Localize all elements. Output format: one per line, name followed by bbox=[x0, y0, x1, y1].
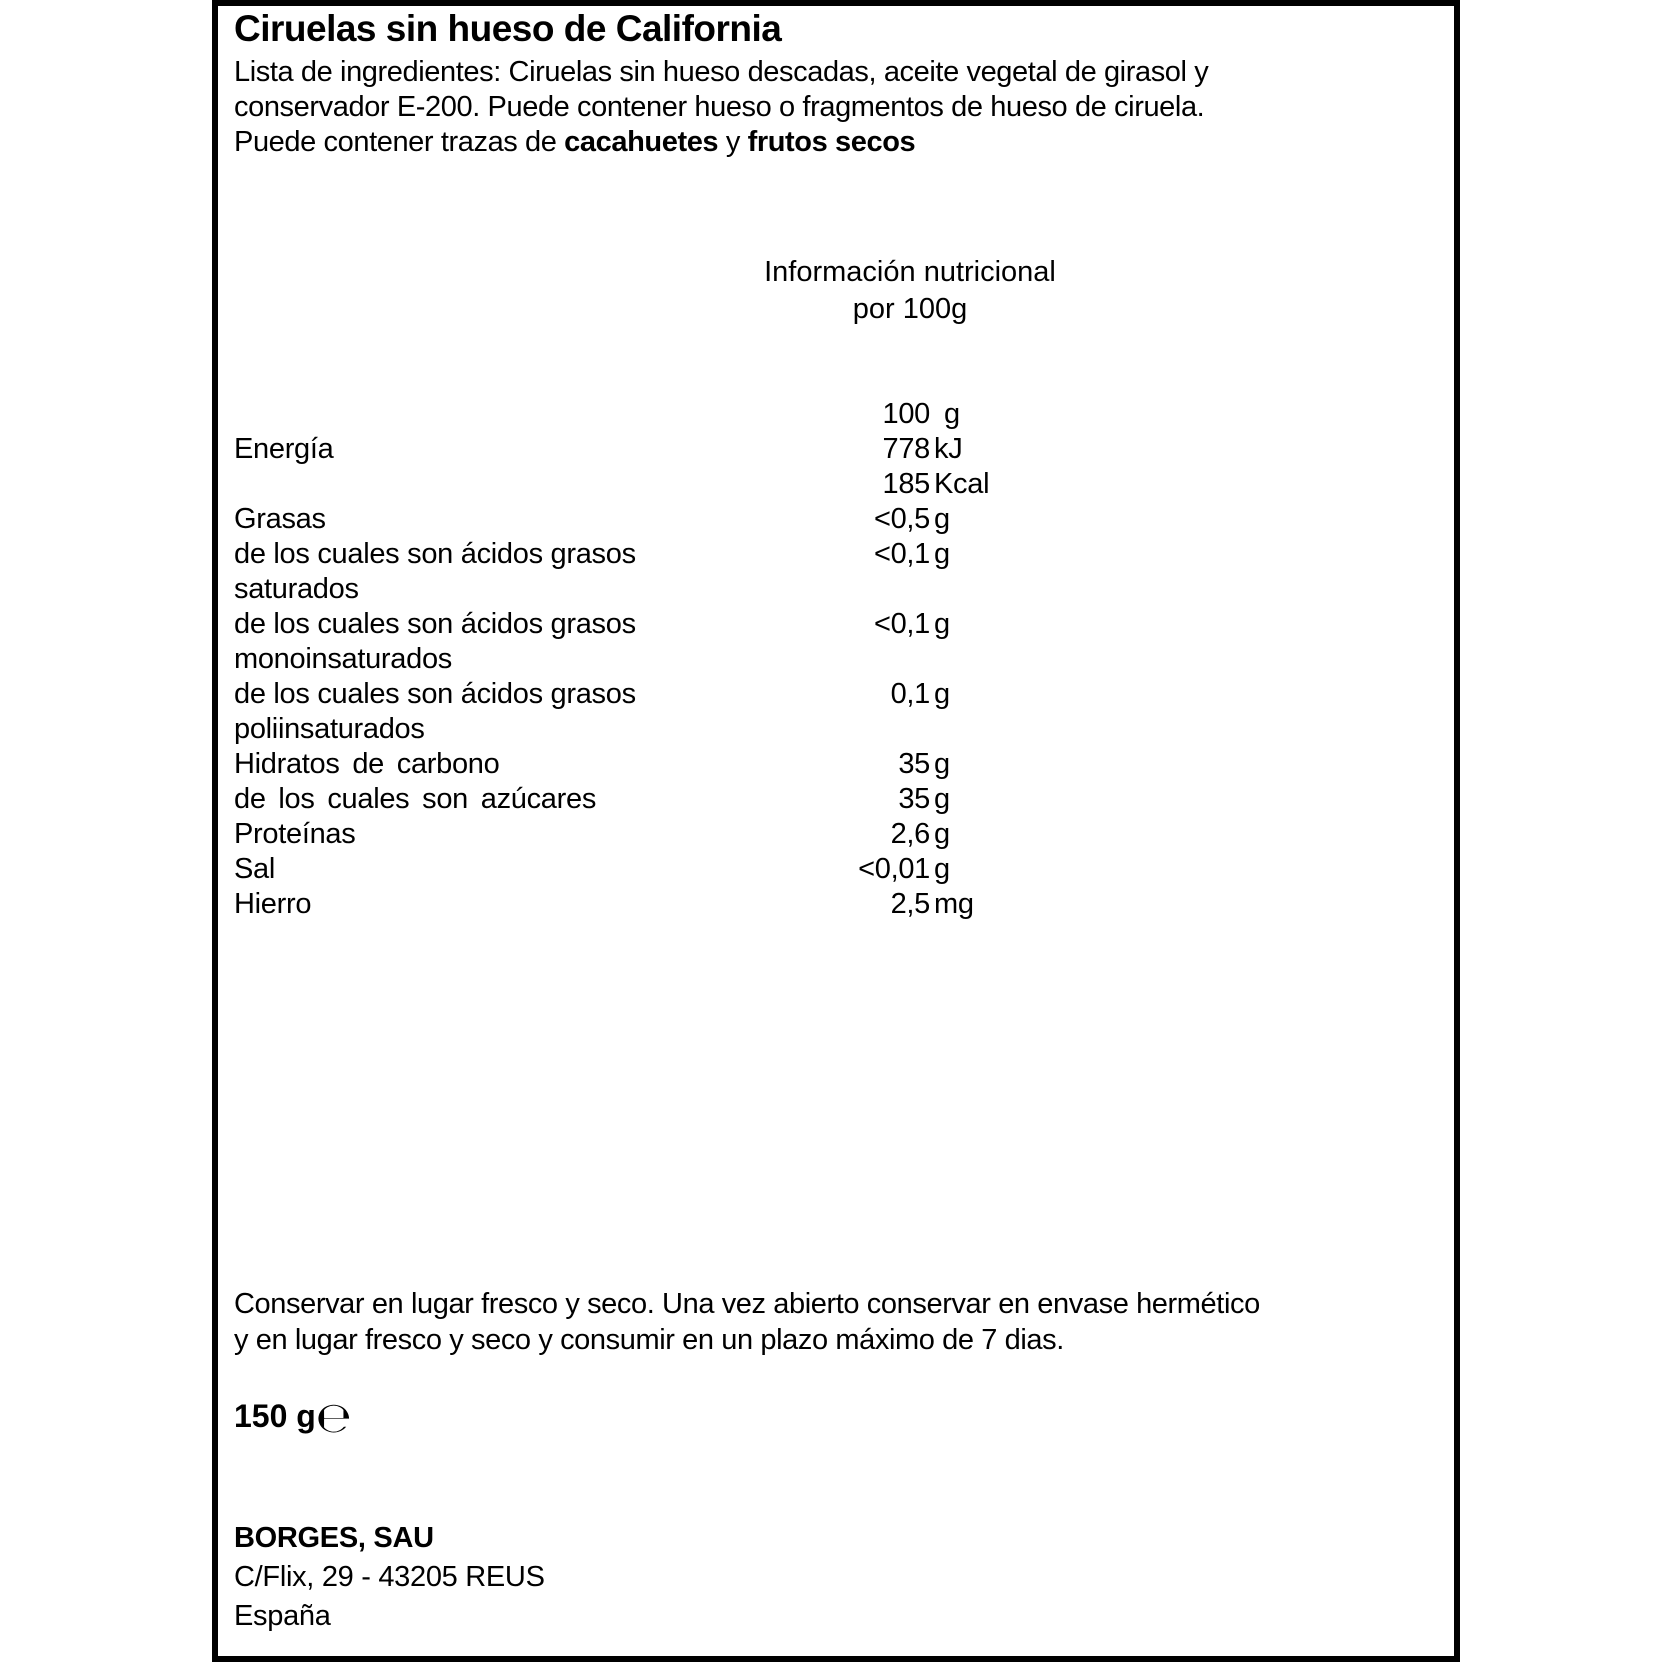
row-unit: g bbox=[934, 538, 950, 570]
row-label: saturados bbox=[234, 573, 359, 605]
storage-line: y en lugar fresco y seco y consumir en un plazo máximo de 7 dias. bbox=[234, 1324, 1064, 1356]
product-title: Ciruelas sin hueso de California bbox=[234, 8, 782, 49]
net-weight bbox=[234, 1393, 352, 1442]
table-row-proteinas bbox=[218, 817, 1454, 852]
table-row-poliinsaturados-value bbox=[218, 677, 1454, 712]
row-value: 35 bbox=[898, 783, 930, 815]
row-unit: Kcal bbox=[934, 468, 990, 500]
table-row-saturados-label bbox=[218, 572, 1454, 607]
nutrition-heading-title: Información nutricional bbox=[764, 256, 1056, 288]
table-row-column-header bbox=[218, 397, 1454, 432]
row-value: 2,5 bbox=[890, 888, 930, 920]
table-row-sal bbox=[218, 852, 1454, 887]
table-row-grasas bbox=[218, 502, 1454, 537]
table-row-azucares bbox=[218, 782, 1454, 817]
manufacturer-block bbox=[234, 1519, 545, 1636]
row-unit: g bbox=[934, 818, 950, 850]
row-value: 35 bbox=[898, 748, 930, 780]
row-value: <0,1 bbox=[873, 538, 930, 570]
table-row-hidratos bbox=[218, 747, 1454, 782]
row-value: 185 bbox=[882, 468, 930, 500]
row-label: de los cuales son azúcares bbox=[234, 783, 597, 815]
row-label: de los cuales son ácidos grasos bbox=[234, 678, 636, 710]
nutrition-table bbox=[218, 397, 1454, 922]
row-value: 2,6 bbox=[890, 818, 930, 850]
row-label: Sal bbox=[234, 853, 276, 885]
row-value: 100 bbox=[882, 398, 930, 430]
allergen-cacahuetes: cacahuetes bbox=[564, 126, 719, 158]
table-row-monoinsaturados-label bbox=[218, 642, 1454, 677]
row-unit: kJ bbox=[934, 433, 963, 465]
row-label: Grasas bbox=[234, 503, 326, 535]
table-row-monoinsaturados-value bbox=[218, 607, 1454, 642]
table-row-energia-kj bbox=[218, 432, 1454, 467]
row-value: 0,1 bbox=[890, 678, 930, 710]
row-label: monoinsaturados bbox=[234, 643, 452, 675]
manufacturer-name: BORGES, SAU bbox=[234, 1522, 434, 1554]
row-value: 778 bbox=[882, 433, 930, 465]
storage-instructions bbox=[234, 1286, 1260, 1358]
allergen-text: Puede contener trazas de bbox=[234, 126, 565, 158]
row-unit: g bbox=[934, 608, 950, 640]
table-row-hierro bbox=[218, 887, 1454, 922]
manufacturer-address: C/Flix, 29 - 43205 REUS bbox=[234, 1561, 545, 1593]
ingredients-list bbox=[234, 55, 1208, 160]
row-label: de los cuales son ácidos grasos bbox=[234, 608, 636, 640]
table-row-poliinsaturados-label bbox=[218, 712, 1454, 747]
ingredients-line: Lista de ingredientes: Ciruelas sin hueso descadas, aceite vegetal de girasol y bbox=[234, 56, 1209, 88]
row-label: poliinsaturados bbox=[234, 713, 425, 745]
estimated-sign: ℮ bbox=[315, 1393, 352, 1442]
row-label: Energía bbox=[234, 433, 334, 465]
row-label: Proteínas bbox=[234, 818, 356, 850]
product-label bbox=[212, 0, 1460, 1662]
table-row-saturados-value bbox=[218, 537, 1454, 572]
net-weight-value: 150 g bbox=[234, 1398, 316, 1434]
row-unit: g bbox=[934, 783, 950, 815]
nutrition-heading bbox=[764, 254, 1056, 328]
ingredients-line: conservador E-200. Puede contener hueso o fragmentos de hueso de ciruela. bbox=[234, 91, 1205, 123]
allergen-text: y bbox=[718, 126, 748, 158]
table-row-energia-kcal bbox=[218, 467, 1454, 502]
row-unit: g bbox=[934, 853, 950, 885]
row-value: <0,01 bbox=[858, 853, 930, 885]
allergen-frutos-secos: frutos secos bbox=[747, 126, 916, 158]
row-unit: g bbox=[944, 398, 960, 430]
row-label: de los cuales son ácidos grasos bbox=[234, 538, 636, 570]
row-unit: mg bbox=[934, 888, 974, 920]
storage-line: Conservar en lugar fresco y seco. Una vez abierto conservar en envase hermético bbox=[234, 1288, 1260, 1320]
manufacturer-country: España bbox=[234, 1600, 331, 1632]
row-label: Hierro bbox=[234, 888, 312, 920]
row-value: <0,5 bbox=[873, 503, 930, 535]
row-unit: g bbox=[934, 678, 950, 710]
row-unit: g bbox=[934, 748, 950, 780]
row-label: Hidratos de carbono bbox=[234, 748, 500, 780]
ingredients-line-allergens bbox=[234, 125, 1208, 160]
nutrition-heading-basis: por 100g bbox=[852, 293, 968, 325]
row-unit: g bbox=[934, 503, 950, 535]
row-value: <0,1 bbox=[873, 608, 930, 640]
